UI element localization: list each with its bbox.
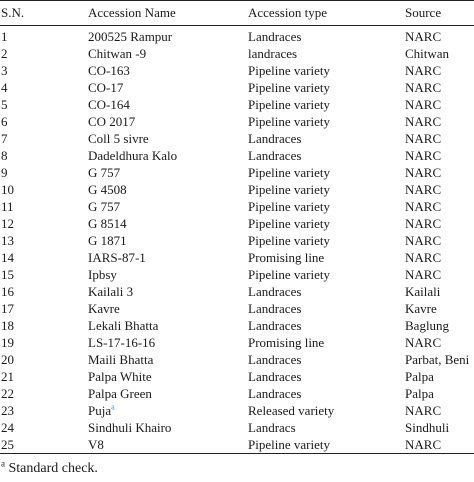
cell-source-text: NARC: [405, 216, 442, 231]
cell-source-text: Palpa: [405, 386, 434, 401]
cell-source-text: NARC: [405, 63, 442, 78]
cell-accession-name-text: Puja: [88, 403, 112, 418]
header-source: Source: [405, 5, 442, 20]
table-row: [0, 402, 474, 419]
table-row: [0, 96, 474, 113]
cell-source: [405, 45, 449, 62]
table-row: [0, 215, 474, 232]
cell-sn-text: 22: [1, 386, 14, 401]
cell-sn: [1, 232, 14, 249]
cell-source: [405, 181, 441, 198]
header-sn: S.N.: [1, 5, 25, 20]
table-row: [0, 334, 474, 351]
cell-accession-type: [248, 96, 330, 113]
cell-accession-type-text: Landraces: [248, 318, 302, 333]
table-row: [0, 113, 474, 130]
cell-sn: [1, 79, 8, 96]
cell-source: [405, 96, 441, 113]
cell-source-text: NARC: [405, 335, 442, 350]
cell-sn: [1, 436, 14, 453]
cell-accession-name-text: CO-164: [88, 97, 130, 112]
cell-sn-text: 24: [1, 420, 14, 435]
cell-accession-name: [88, 402, 115, 419]
cell-sn-text: 15: [1, 267, 14, 282]
cell-accession-type: [248, 28, 301, 45]
cell-accession-type-text: Pipeline variety: [248, 233, 330, 248]
table-row: [0, 300, 474, 317]
cell-source-text: NARC: [405, 437, 442, 452]
cell-sn-text: 8: [1, 148, 8, 163]
table-row: [0, 198, 474, 215]
cell-sn-text: 6: [1, 114, 8, 129]
cell-sn: [1, 198, 14, 215]
cell-accession-type: [248, 402, 334, 419]
cell-accession-type: [248, 130, 301, 147]
header-accession-name: Accession Name: [88, 5, 176, 20]
cell-source: [405, 130, 441, 147]
cell-accession-name: [88, 368, 152, 385]
cell-source: [405, 249, 441, 266]
cell-accession-type-text: Pipeline variety: [248, 437, 330, 452]
cell-accession-type: [248, 351, 301, 368]
cell-source-text: NARC: [405, 199, 442, 214]
cell-sn-text: 10: [1, 182, 14, 197]
cell-sn-text: 21: [1, 369, 14, 384]
header-accession-type: Accession type: [248, 5, 328, 20]
cell-accession-name: [88, 232, 127, 249]
cell-accession-name: [88, 334, 155, 351]
footnote-marker: a: [1, 458, 5, 469]
cell-sn-text: 19: [1, 335, 14, 350]
cell-accession-name-text: Palpa Green: [88, 386, 152, 401]
table-row: [0, 283, 474, 300]
cell-source: [405, 368, 434, 385]
cell-sn: [1, 419, 14, 436]
cell-source: [405, 113, 441, 130]
cell-sn-text: 7: [1, 131, 8, 146]
cell-accession-type-text: Landraces: [248, 29, 302, 44]
cell-accession-type-text: Landraces: [248, 369, 302, 384]
cell-accession-name-text: 200525 Rampur: [88, 29, 173, 44]
cell-source-text: Sindhuli: [405, 420, 450, 435]
cell-sn-text: 14: [1, 250, 14, 265]
cell-source: [405, 351, 469, 368]
cell-sn-text: 13: [1, 233, 14, 248]
cell-sn: [1, 45, 8, 62]
cell-accession-name: [88, 130, 149, 147]
cell-accession-type: [248, 198, 330, 215]
cell-accession-type-text: Pipeline variety: [248, 199, 330, 214]
cell-accession-type: [248, 45, 297, 62]
table-row: [0, 419, 474, 436]
cell-source-text: NARC: [405, 80, 442, 95]
cell-accession-name-text: Coll 5 sivre: [88, 131, 149, 146]
cell-source: [405, 164, 441, 181]
cell-sn: [1, 62, 8, 79]
cell-accession-name: [88, 181, 127, 198]
cell-accession-name: [88, 96, 130, 113]
cell-source-text: NARC: [405, 267, 442, 282]
cell-accession-type: [248, 215, 330, 232]
table-header: [0, 4, 474, 21]
cell-accession-name: [88, 385, 152, 402]
cell-accession-name: [88, 79, 123, 96]
footnote: [1, 460, 98, 478]
footnote-text: Standard check.: [8, 461, 98, 476]
cell-sn: [1, 300, 14, 317]
cell-source: [405, 300, 437, 317]
cell-accession-type: [248, 266, 330, 283]
table-row: [0, 385, 474, 402]
cell-accession-type-text: Pipeline variety: [248, 216, 330, 231]
cell-source-text: NARC: [405, 131, 442, 146]
cell-accession-type-text: Landraces: [248, 131, 302, 146]
cell-accession-name-text: IARS-87-1: [88, 250, 146, 265]
cell-accession-type-text: Promising line: [248, 250, 325, 265]
header-rule: [0, 25, 474, 26]
table-row: [0, 351, 474, 368]
cell-sn: [1, 113, 8, 130]
cell-accession-type: [248, 436, 330, 453]
cell-accession-type-text: Pipeline variety: [248, 63, 330, 78]
table-row: [0, 28, 474, 45]
cell-accession-name: [88, 28, 172, 45]
cell-sn: [1, 266, 14, 283]
cell-source-text: NARC: [405, 114, 442, 129]
cell-accession-name-text: G 757: [88, 165, 121, 180]
cell-sn: [1, 283, 14, 300]
cell-accession-name-text: Lekali Bhatta: [88, 318, 159, 333]
cell-accession-type: [248, 368, 301, 385]
cell-accession-name-text: Ipbsy: [88, 267, 117, 282]
cell-sn: [1, 385, 14, 402]
cell-sn-text: 3: [1, 63, 8, 78]
table-row: [0, 147, 474, 164]
cell-sn-text: 2: [1, 46, 8, 61]
cell-source-text: NARC: [405, 233, 442, 248]
cell-source-text: NARC: [405, 97, 442, 112]
cell-accession-name: [88, 351, 153, 368]
table-row: [0, 317, 474, 334]
cell-accession-type-text: Promising line: [248, 335, 325, 350]
cell-accession-name-text: CO 2017: [88, 114, 136, 129]
cell-sn-text: 11: [1, 199, 14, 214]
cell-sn: [1, 164, 8, 181]
cell-accession-type-text: Pipeline variety: [248, 80, 330, 95]
cell-source: [405, 266, 441, 283]
cell-sn-text: 23: [1, 403, 14, 418]
cell-accession-type: [248, 283, 301, 300]
cell-accession-name-text: Maili Bhatta: [88, 352, 154, 367]
cell-accession-name-text: G 8514: [88, 216, 127, 231]
cell-accession-type-text: Released variety: [248, 403, 335, 418]
cell-source: [405, 215, 441, 232]
cell-accession-type: [248, 113, 330, 130]
cell-sn: [1, 334, 14, 351]
cell-accession-type: [248, 419, 296, 436]
cell-sn: [1, 215, 14, 232]
cell-source-text: Palpa: [405, 369, 434, 384]
cell-sn: [1, 368, 14, 385]
cell-accession-type-text: Pipeline variety: [248, 165, 330, 180]
cell-accession-name: [88, 62, 130, 79]
table-row: [0, 181, 474, 198]
cell-accession-name: [88, 198, 120, 215]
cell-accession-type: [248, 147, 301, 164]
cell-source-text: Chitwan: [405, 46, 450, 61]
cell-sn: [1, 28, 8, 45]
cell-source-text: NARC: [405, 29, 442, 44]
cell-accession-type: [248, 385, 301, 402]
cell-sn: [1, 96, 8, 113]
cell-sn-text: 4: [1, 80, 8, 95]
cell-sn: [1, 130, 8, 147]
table-row: [0, 232, 474, 249]
table-row: [0, 368, 474, 385]
cell-accession-type: [248, 181, 330, 198]
cell-sn: [1, 317, 14, 334]
cell-source: [405, 79, 441, 96]
cell-accession-name: [88, 147, 177, 164]
cell-accession-name-text: Chitwan -9: [88, 46, 147, 61]
cell-accession-name: [88, 215, 127, 232]
cell-source-text: NARC: [405, 250, 442, 265]
cell-accession-type-text: Landraces: [248, 148, 302, 163]
cell-accession-name-text: LS-17-16-16: [88, 335, 156, 350]
cell-accession-name: [88, 283, 133, 300]
cell-source: [405, 28, 441, 45]
table-row: [0, 164, 474, 181]
table-bottom-rule: [0, 453, 474, 454]
cell-sn: [1, 402, 14, 419]
cell-source: [405, 232, 441, 249]
cell-source-text: Parbat, Beni: [405, 352, 470, 367]
table-row: [0, 266, 474, 283]
cell-accession-name-text: V8: [88, 437, 104, 452]
cell-accession-name-text: Kavre: [88, 301, 120, 316]
table-top-rule: [0, 0, 474, 1]
cell-sn-text: 1: [1, 29, 8, 44]
table-row: [0, 249, 474, 266]
cell-source-text: Kailali: [405, 284, 441, 299]
cell-accession-type-text: Pipeline variety: [248, 182, 330, 197]
cell-sn: [1, 249, 14, 266]
cell-accession-name-text: CO-163: [88, 63, 130, 78]
cell-accession-name-text: CO-17: [88, 80, 124, 95]
cell-accession-type-text: Pipeline variety: [248, 267, 330, 282]
cell-accession-name-text: G 4508: [88, 182, 127, 197]
cell-accession-name-text: Sindhuli Khairo: [88, 420, 172, 435]
cell-sn-text: 16: [1, 284, 14, 299]
cell-accession-name: [88, 317, 158, 334]
cell-accession-type-text: Pipeline variety: [248, 114, 330, 129]
cell-sn-text: 25: [1, 437, 14, 452]
cell-source: [405, 147, 441, 164]
cell-accession-type: [248, 79, 330, 96]
cell-accession-name-text: G 757: [88, 199, 121, 214]
cell-accession-type-text: Landraces: [248, 352, 302, 367]
table-row: [0, 436, 474, 453]
cell-accession-name: [88, 266, 117, 283]
table-row: [0, 79, 474, 96]
cell-source: [405, 419, 449, 436]
cell-source: [405, 198, 441, 215]
cell-accession-name: [88, 300, 120, 317]
cell-sn: [1, 351, 14, 368]
cell-sn-text: 5: [1, 97, 8, 112]
cell-accession-type: [248, 62, 330, 79]
cell-accession-name-text: G 1871: [88, 233, 127, 248]
cell-accession-type-text: Landracs: [248, 420, 296, 435]
cell-accession-type: [248, 317, 301, 334]
cell-source-text: NARC: [405, 165, 442, 180]
cell-accession-name: [88, 113, 135, 130]
cell-source: [405, 283, 440, 300]
table-row: [0, 130, 474, 147]
cell-accession-name: [88, 249, 146, 266]
cell-accession-type: [248, 249, 324, 266]
cell-accession-type: [248, 164, 330, 181]
cell-accession-type: [248, 300, 301, 317]
cell-source: [405, 62, 441, 79]
footnote-ref-link[interactable]: a: [111, 402, 115, 412]
cell-sn-text: 20: [1, 352, 14, 367]
cell-source-text: Baglung: [405, 318, 450, 333]
cell-accession-type-text: Landraces: [248, 386, 302, 401]
cell-source-text: NARC: [405, 148, 442, 163]
cell-accession-name: [88, 164, 120, 181]
cell-accession-type-text: Landraces: [248, 301, 302, 316]
cell-accession-type-text: Pipeline variety: [248, 97, 330, 112]
cell-sn: [1, 147, 8, 164]
cell-accession-type-text: Landraces: [248, 284, 302, 299]
cell-sn: [1, 181, 14, 198]
table-row: [0, 45, 474, 62]
cell-source: [405, 436, 441, 453]
cell-accession-type-text: landraces: [248, 46, 298, 61]
cell-source: [405, 402, 441, 419]
cell-accession-name: [88, 419, 171, 436]
cell-source-text: NARC: [405, 182, 442, 197]
cell-accession-name-text: Dadeldhura Kalo: [88, 148, 178, 163]
cell-accession-type: [248, 334, 324, 351]
cell-sn-text: 17: [1, 301, 14, 316]
cell-source-text: NARC: [405, 403, 442, 418]
table-row: [0, 62, 474, 79]
cell-source-text: Kavre: [405, 301, 437, 316]
cell-accession-name: [88, 45, 146, 62]
cell-accession-name: [88, 436, 104, 453]
cell-accession-name-text: Palpa White: [88, 369, 152, 384]
cell-source: [405, 385, 434, 402]
cell-accession-name-text: Kailali 3: [88, 284, 134, 299]
cell-source: [405, 317, 449, 334]
cell-source: [405, 334, 441, 351]
cell-sn-text: 12: [1, 216, 14, 231]
cell-accession-type: [248, 232, 330, 249]
cell-sn-text: 9: [1, 165, 8, 180]
cell-sn-text: 18: [1, 318, 14, 333]
